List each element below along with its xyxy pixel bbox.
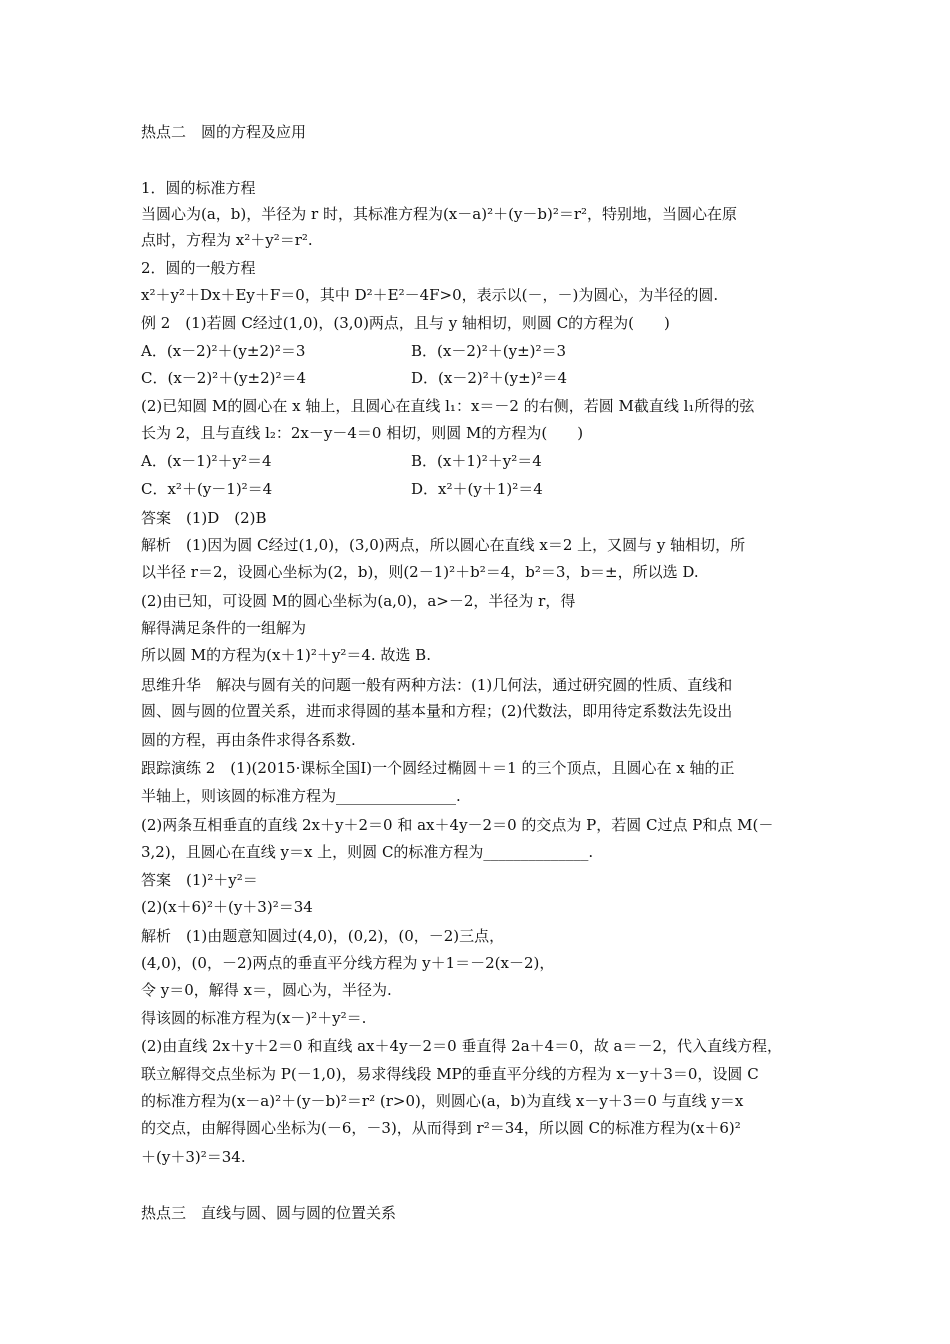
text-line: (4,0)，(0，－2)两点的垂直平分线方程为 y＋1＝－2(x－2)， [141,954,555,972]
thinking-summary: 思维升华 解决与圆有关的问题一般有两种方法：(1)几何法，通过研究圆的性质、直线和 [141,676,733,694]
option-b: B．(x＋1)²＋y²＝4 [411,452,542,470]
text-line: 半轴上，则该圆的标准方程为________________. [141,787,461,805]
text-line: 圆、圆与圆的位置关系，进而求得圆的基本量和方程；(2)代数法，即用待定系数法先设出 [141,702,733,720]
text-line: 联立解得交点坐标为 P(－1,0)，易求得线段 MP的垂直平分线的方程为 x－y＋3＝0，设圆 C [141,1065,759,1083]
text-line: (2)由已知，可设圆 M的圆心坐标为(a,0)，a>－2，半径为 r，得 [141,592,576,610]
text-line: 的标准方程为(x－a)²＋(y－b)²＝r² (r>0)，则圆心(a，b)为直线 x－y＋3＝0 与直线 y＝x [141,1092,744,1110]
example-2-question-1: 例 2 (1)若圆 C经过(1,0)，(3,0)两点，且与 y 轴相切，则圆 C的方程为( ) [141,314,670,332]
option-d: D．x²＋(y＋1)²＝4 [411,480,543,498]
hotspot-3-heading: 热点三 直线与圆、圆与圆的位置关系 [141,1204,397,1222]
option-a: A．(x－2)²＋(y±2)²＝3 [141,342,306,360]
option-c: C．x²＋(y－1)²＝4 [141,480,273,498]
text-line: 点时，方程为 x²＋y²＝r². [141,231,313,249]
text-line: (2)由直线 2x＋y＋2＝0 和直线 ax＋4y－2＝0 垂直得 2a＋4＝0，故 a＝－2，代入直线方程， [141,1037,782,1055]
text-line: 当圆心为(a，b)，半径为 r 时，其标准方程为(x－a)²＋(y－b)²＝r²，特别地，当圆心在原 [141,205,738,223]
text-line: (2)两条互相垂直的直线 2x＋y＋2＝0 和 ax＋4y－2＝0 的交点为 P，若圆 C过点 P和点 M(－ [141,816,774,834]
text-line: 得该圆的标准方程为(x－)²＋y²＝. [141,1009,367,1027]
text-line: 的交点，由解得圆心坐标为(－6，－3)，从而得到 r²＝34，所以圆 C的标准方程为(x＋6)² [141,1119,741,1137]
text-line: 长为 2，且与直线 l₂：2x－y－4＝0 相切，则圆 M的方程为( ) [141,424,584,442]
text-line: x²＋y²＋Dx＋Ey＋F＝0，其中 D²＋E²－4F>0，表示以(－，－)为圆心，为半径的圆. [141,286,719,304]
text-line: 令 y＝0，解得 x＝，圆心为，半径为. [141,981,392,999]
example-2-question-2: (2)已知圆 M的圆心在 x 轴上，且圆心在直线 l₁：x＝－2 的右侧，若圆 M截直线 l₁所得的弦 [141,397,755,415]
section-1-title: 1．圆的标准方程 [141,179,256,197]
text-line: (2)(x＋6)²＋(y＋3)²＝34 [141,898,313,916]
section-2-title: 2．圆的一般方程 [141,259,256,277]
tracking-exercise-2: 跟踪演练 2 (1)(2015·课标全国Ⅰ)一个圆经过椭圆＋＝1 的三个顶点，且圆心在 x 轴的正 [141,759,735,777]
text-line: 所以圆 M的方程为(x＋1)²＋y²＝4. 故选 B. [141,646,431,664]
option-c: C．(x－2)²＋(y±2)²＝4 [141,369,307,387]
text-line: 3,2)，且圆心在直线 y＝x 上，则圆 C的标准方程为______________. [141,843,594,861]
analysis-1: 解析 (1)因为圆 C经过(1,0)，(3,0)两点，所以圆心在直线 x＝2 上，又圆与 y 轴相切，所 [141,536,746,554]
hotspot-2-heading: 热点二 圆的方程及应用 [141,123,307,141]
option-d: D．(x－2)²＋(y±)²＝4 [411,369,568,387]
option-a: A．(x－1)²＋y²＝4 [141,452,272,470]
answer-1: 答案 (1)D (2)B [141,509,267,527]
text-line: 解得满足条件的一组解为 [141,619,307,637]
text-line: 圆的方程，再由条件求得各系数. [141,731,356,749]
analysis-2: 解析 (1)由题意知圆过(4,0)，(0,2)，(0，－2)三点， [141,927,505,945]
option-b: B．(x－2)²＋(y±)²＝3 [411,342,567,360]
text-line: 以半径 r＝2，设圆心坐标为(2，b)，则(2－1)²＋b²＝4，b²＝3，b＝±，所以选 D. [141,563,699,581]
text-line: ＋(y＋3)²＝34. [141,1148,246,1166]
answer-2: 答案 (1)²＋y²＝ [141,871,258,889]
